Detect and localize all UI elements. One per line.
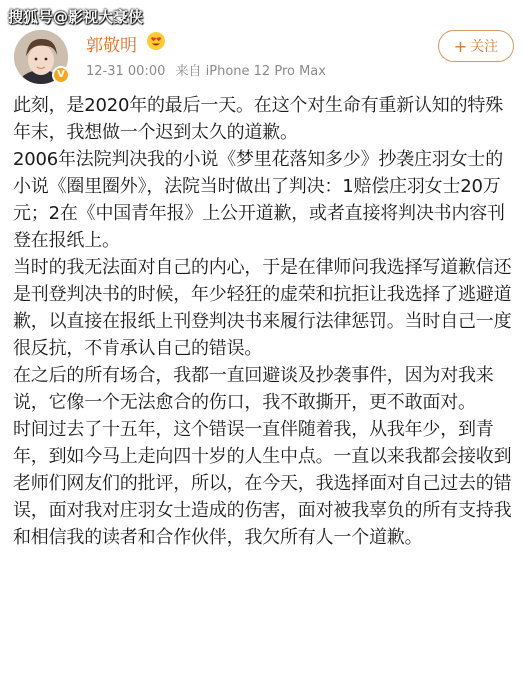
follow-label: 关注 — [470, 39, 499, 55]
follow-button[interactable] — [438, 30, 514, 62]
post-meta — [86, 60, 326, 79]
post-time: 12-31 00:00 — [86, 64, 166, 79]
post-paragraph-1: 此刻，是2020年的最后一天。在这个对生命有重新认知的特殊年末，我想做一个迟到太久的道歉。 — [13, 95, 504, 143]
post-paragraph-5: 时间过去了十五年，这个错误一直伴随着我，从我年少，到青年，到如今马上走向四十岁的人生中点。一直以来我都会接收到老师们网友们的批评，所以，在今天，我选择面对自己过去的错误，面对我对庄羽女士造成的伤害，面对被我辜负的所有支持我和相信我的读者和合作伙伴，我欠所有人一个道歉。 — [13, 419, 512, 548]
post-paragraph-3: 当时的我无法面对自己的内心，于是在律师问我选择写道歉信还是刊登判决书的时候，年少轻狂的虚荣和抗拒让我选择了逃避道歉，以直接在报纸上刊登判决书来履行法律惩罚。当时自己一度很反抗，不肯承认自己的错误。 — [13, 257, 512, 359]
post-paragraph-4: 在之后的所有场合，我都一直回避谈及抄袭事件，因为对我来说，它像一个无法愈合的伤口，我不敢撕开，更不敢面对。 — [13, 365, 494, 413]
plus-icon: + — [453, 36, 468, 56]
post-content — [13, 92, 513, 551]
v-badge-icon: V — [52, 66, 70, 84]
post-paragraph-2: 2006年法院判决我的小说《梦里花落知多少》抄袭庄羽女士的小说《圈里圈外》，法院当时做出了判决：1赔偿庄羽女士20万元；2在《中国青年报》上公开道歉，或者直接将判决书内容刊登在报纸上。 — [13, 149, 505, 251]
username[interactable]: 郭敬明 — [86, 36, 137, 56]
heart-eyes-emoji-icon — [146, 31, 166, 51]
post-source[interactable]: 来自 iPhone 12 Pro Max — [175, 64, 326, 79]
watermark: 搜狐号@影视大豪侠 — [8, 8, 144, 26]
